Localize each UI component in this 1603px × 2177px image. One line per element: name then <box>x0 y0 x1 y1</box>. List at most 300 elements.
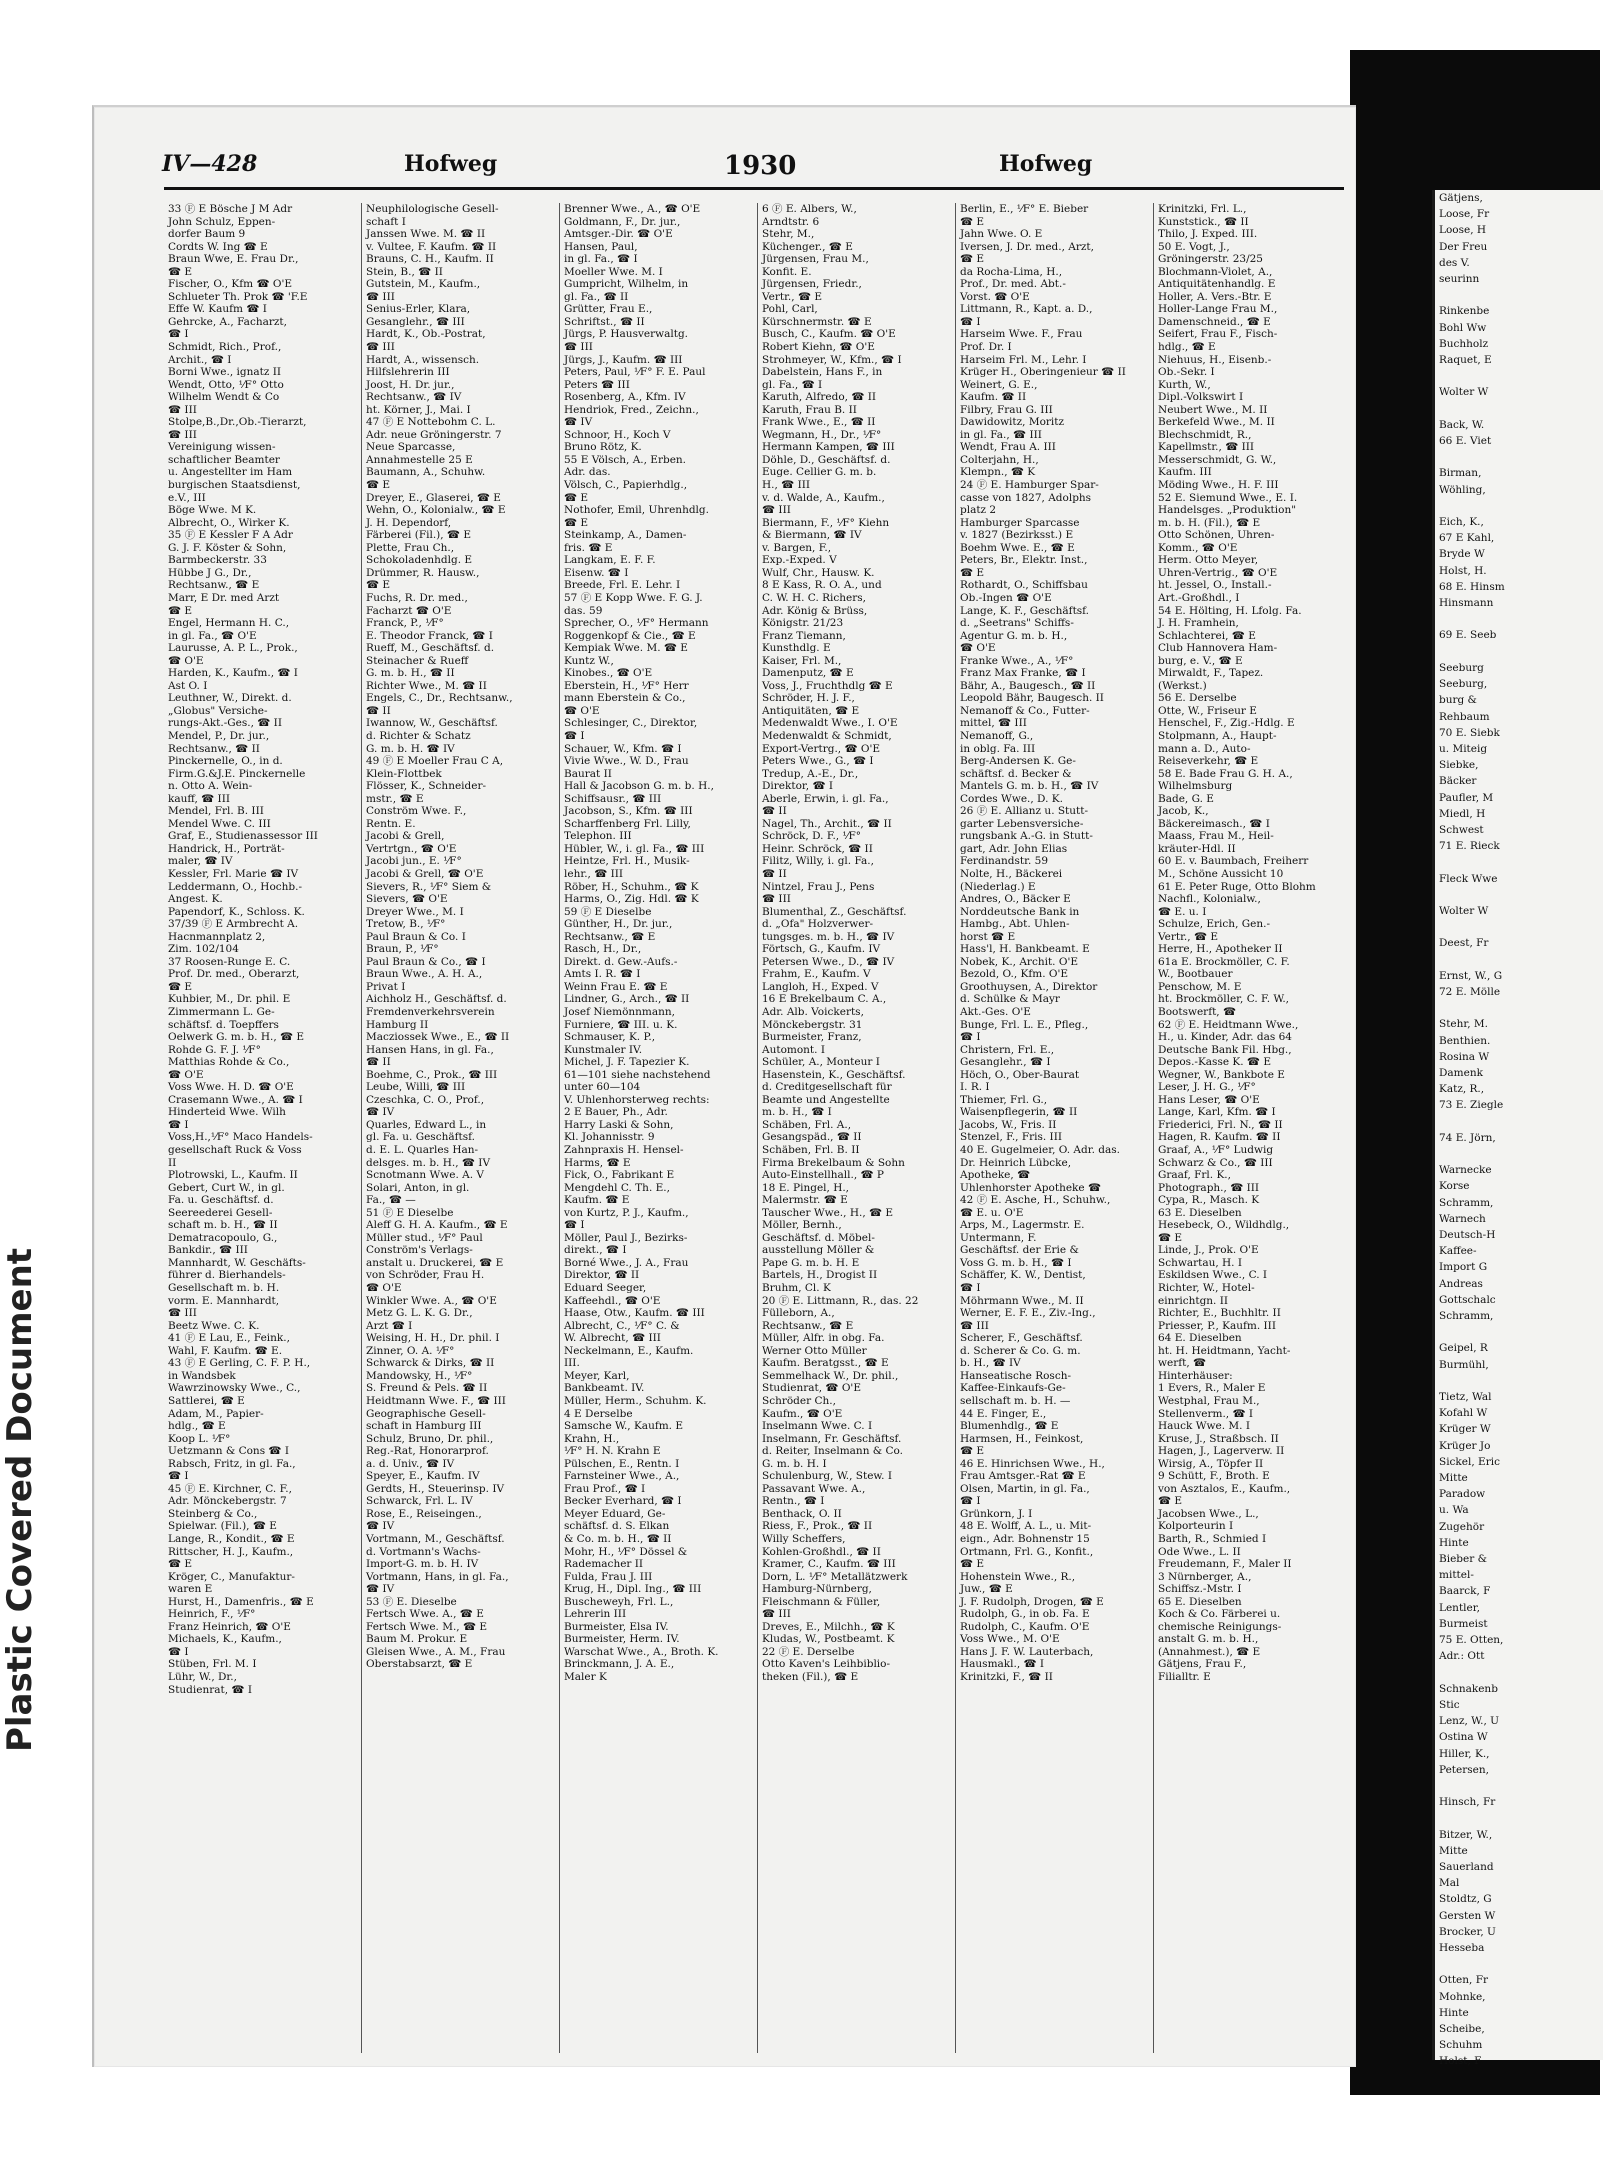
directory-entry-line: Schulz, Bruno, Dr. phil., <box>366 1432 494 1445</box>
directory-entry-line: Krinitzki, F., ☎ II <box>960 1670 1053 1683</box>
directory-entry-line: Tauscher Wwe., H., ☎ E <box>762 1206 894 1219</box>
directory-entry-line: Müller, Alfr. in obg. Fa. <box>762 1332 885 1345</box>
directory-entry-line: Mengdehl C. Th. E., <box>564 1181 670 1194</box>
directory-entry-line: werft, ☎ <box>1158 1357 1207 1370</box>
directory-entry-line: Aichholz H., Geschäftsf. d. <box>366 993 507 1006</box>
directory-entry-line: Cordes Wwe., D. K. <box>960 792 1063 805</box>
directory-entry-line: Moeller Wwe. M. I <box>564 265 663 278</box>
directory-entry-line: ☎ III <box>564 341 593 354</box>
directory-entry-line: Iwannow, W., Geschäftsf. <box>366 717 498 730</box>
directory-entry-line: Weinert, G. E., <box>960 378 1038 391</box>
directory-entry-line: Marr, E Dr. med Arzt <box>168 591 280 604</box>
directory-entry-line: platz 2 <box>960 504 997 517</box>
directory-entry-line: Adam, M., Papier- <box>168 1407 264 1420</box>
directory-entry-line: Oelwerk G. m. b. H., ☎ E <box>168 1031 305 1044</box>
directory-entry-line: Röber, H., Schuhm., ☎ K <box>564 880 699 893</box>
directory-entry-line: Borné Wwe., J. A., Frau <box>564 1256 689 1269</box>
directory-entry-line: Strohmeyer, W., Kfm., ☎ I <box>762 353 902 366</box>
adjacent-page-line: Rosina W <box>1439 1050 1490 1063</box>
directory-entry-line: Neubert Wwe., M. II <box>1158 403 1268 416</box>
directory-entry-line: Prof. Dr. med., Oberarzt, <box>168 968 300 981</box>
directory-entry-line: Schnoor, H., Koch V <box>564 428 671 441</box>
directory-entry-line: Geographische Gesell- <box>366 1407 486 1420</box>
directory-entry-line: a. d. Univ., ☎ IV <box>366 1457 455 1470</box>
directory-entry-line: Czeschka, C. O., Prof., <box>366 1093 485 1106</box>
directory-entry-line: H., u. Kinder, Adr. das 64 <box>1158 1031 1292 1044</box>
directory-entry-line: hdlg., ☎ E <box>1158 341 1216 354</box>
directory-entry-line: 46 E. Hinrichsen Wwe., H., <box>960 1457 1105 1470</box>
directory-entry-line: in gl. Fa., ☎ I <box>564 253 638 266</box>
directory-entry-line: kräuter-Hdl. II <box>1158 842 1236 855</box>
adjacent-page-line: u. Wa <box>1439 1504 1469 1517</box>
directory-entry-line: 42 Ⓕ E. Asche, H., Schuhw., <box>960 1194 1111 1207</box>
directory-entry-line: 26 Ⓕ E. Allianz u. Stutt- <box>960 805 1089 818</box>
directory-entry-line: ☎ O'E <box>168 1068 204 1081</box>
directory-entry-line: Fertsch Wwe. A., ☎ E <box>366 1608 484 1621</box>
directory-entry-line: Küchenger., ☎ E <box>762 240 853 253</box>
directory-entry-line: Engel, Hermann H. C., <box>168 617 290 630</box>
directory-entry-line: Macziossek Wwe., E., ☎ II <box>366 1031 510 1044</box>
directory-column-1 <box>164 203 362 2053</box>
directory-entry-line: ☎ E <box>960 1445 985 1458</box>
directory-entry-line: Braun Wwe., A. H. A., <box>366 968 483 981</box>
directory-entry-line: Otte, W., Friseur E <box>1158 704 1257 717</box>
directory-entry-line: schaft I <box>366 215 406 228</box>
directory-entry-line: Hübbe J G., Dr., <box>168 566 252 579</box>
directory-entry-line: Vortmann, Hans, in gl. Fa., <box>366 1570 509 1583</box>
directory-entry-line: ht. H. Heidtmann, Yacht- <box>1158 1344 1291 1357</box>
directory-entry-line: Stenzel, F., Fris. III <box>960 1131 1063 1144</box>
directory-entry-line: Gesanglehr., ☎ III <box>366 315 465 328</box>
directory-entry-line: Richter, E., Buchhltr. II <box>1158 1307 1281 1320</box>
directory-entry-line: 9 Schütt, F., Broth. E <box>1158 1470 1270 1483</box>
directory-entry-line: Schokoladenhdlg. E <box>366 554 473 567</box>
directory-entry-line: Akt.-Ges. O'E <box>960 1006 1031 1018</box>
directory-entry-line: Cordts W. Ing ☎ E <box>168 240 268 253</box>
adjacent-page-line: Schramm, <box>1439 1196 1494 1209</box>
directory-entry-line: ☎ E. u. O'E <box>960 1206 1024 1219</box>
directory-entry-line: Winkler Wwe. A., ☎ O'E <box>366 1294 497 1307</box>
side-label-text: Plastic Covered Document <box>0 1247 40 1753</box>
directory-entry-line: Lange, K. F., Geschäftsf. <box>960 604 1090 617</box>
directory-entry-line: Braun, P., ⅟F° <box>366 943 439 956</box>
directory-entry-line: Effe W. Kaufm ☎ I <box>168 303 267 316</box>
directory-entry-line: Sievers, ☎ O'E <box>366 893 448 906</box>
directory-entry-line: Aberle, Erwin, i. gl. Fa., <box>762 792 889 805</box>
directory-entry-line: Fulda, Frau J. III <box>564 1570 653 1583</box>
directory-entry-line: Boehme, C., Prok., ☎ III <box>366 1068 498 1081</box>
directory-entry-line: v. d. Walde, A., Kaufm., <box>762 491 885 504</box>
adjacent-page-line: Sickel, Eric <box>1439 1455 1500 1468</box>
directory-entry-line: Vereinigung wissen- <box>168 441 276 454</box>
directory-entry-line: Amtsger.-Dir. ☎ O'E <box>564 228 673 241</box>
directory-entry-line: I. R. I <box>960 1081 990 1094</box>
directory-entry-line: Hinterhäuser: <box>1158 1369 1233 1382</box>
directory-entry-line: Sievers, R., ⅟F° Siem & <box>366 880 492 893</box>
directory-entry-line: Kessler, Frl. Marie ☎ IV <box>168 867 299 880</box>
directory-entry-line: „Globus" Versiche- <box>168 704 268 717</box>
directory-entry-line: Fuchs, R. Dr. med., <box>366 591 468 604</box>
adjacent-page-line <box>1435 644 1603 660</box>
directory-entry-line: (Annahmest.), ☎ E <box>1158 1645 1261 1658</box>
directory-entry-line: Vertrtgn., ☎ O'E <box>366 842 457 855</box>
adjacent-page-line: Rehbaum <box>1439 710 1490 723</box>
directory-entry-line: W. Albrecht, ☎ III <box>564 1332 661 1345</box>
directory-entry-line: Buscheweyh, Frl. L., <box>564 1595 674 1608</box>
directory-entry-line: Olsen, Martin, in gl. Fa., <box>960 1482 1090 1495</box>
adjacent-page-line: Loose, Fr <box>1439 208 1490 221</box>
directory-entry-line: ☎ E <box>960 215 985 228</box>
directory-entry-line: ☎ III <box>168 1307 197 1320</box>
adjacent-page-line: Ostina W <box>1439 1731 1488 1744</box>
directory-entry-line: Sprecher, O., ⅟F° Hermann <box>564 617 709 630</box>
directory-entry-line: S. Freund & Pels. ☎ II <box>366 1382 488 1395</box>
directory-entry-line: Franck, P., ⅟F° <box>366 617 444 630</box>
directory-entry-line: burgischen Staatsdienst, <box>168 479 301 492</box>
directory-entry-line: Hurst, H., Damenfris., ☎ E <box>168 1595 314 1608</box>
directory-entry-line: Blochmann-Violet, A., <box>1158 265 1273 278</box>
adjacent-page-line: Otten, Fr <box>1439 1974 1489 1987</box>
directory-entry-line: Heinrich, F., ⅟F° <box>168 1608 256 1621</box>
directory-entry-line: Prof., Dr. med. Abt.- <box>960 278 1066 291</box>
directory-entry-line: Josef Niemönnmann, <box>564 1006 675 1018</box>
directory-entry-line: Steinkamp, A., Damen- <box>564 529 687 542</box>
directory-entry-line: Ortmann, Frl. G., Konfit., <box>960 1545 1094 1558</box>
directory-entry-line: Kaufm. ☎ II <box>960 391 1027 404</box>
adjacent-page-line: Benthien. <box>1439 1034 1491 1047</box>
directory-entry-line: v. Vultee, F. Kaufm. ☎ II <box>366 240 497 253</box>
directory-entry-line: Dreyer Wwe., M. I <box>366 905 464 918</box>
directory-entry-line: Albrecht, C., ⅟F° C. & <box>564 1319 680 1332</box>
directory-entry-line: Andres, O., Bäcker E <box>960 893 1071 906</box>
directory-entry-line: m. b. H., ☎ I <box>762 1106 832 1119</box>
adjacent-page-line: Mitte <box>1439 1472 1468 1485</box>
directory-entry-line: führer d. Bierhandels- <box>168 1269 286 1282</box>
directory-entry-line: v. Bargen, F., <box>762 541 832 554</box>
directory-entry-line: Kohlen-Großhdl., ☎ II <box>762 1545 881 1558</box>
directory-entry-line: Bartels, H., Drogist II <box>762 1269 878 1282</box>
adjacent-page-line: Hiller, K., <box>1439 1747 1490 1760</box>
directory-entry-line: Dawidowitz, Moritz <box>960 416 1065 429</box>
directory-entry-line: Hübler, W., i. gl. Fa., ☎ III <box>564 842 705 855</box>
directory-entry-line: 55 E Völsch, A., Erben. <box>564 453 687 466</box>
adjacent-page-line: Burmeist <box>1439 1617 1488 1630</box>
directory-entry-line: Mandowsky, H., ⅟F° <box>366 1369 473 1382</box>
directory-entry-line: Cypa, R., Masch. K <box>1158 1194 1260 1207</box>
directory-entry-line: Euge. Cellier G. m. b. <box>762 466 877 479</box>
directory-entry-line: ☎ I <box>960 1282 981 1295</box>
directory-entry-line: Voss Wwe., M. O'E <box>960 1633 1060 1646</box>
directory-entry-line: Direkt. d. Gew.-Aufs.- <box>564 955 678 968</box>
directory-entry-line: Heidtmann Wwe. F., ☎ III <box>366 1394 506 1407</box>
directory-entry-line: Fa., ☎ — <box>366 1194 416 1207</box>
directory-entry-line: Thilo, J. Exped. III. <box>1158 228 1258 241</box>
directory-entry-line: Nemanoff, G., <box>960 729 1034 742</box>
directory-entry-line: tungsges. m. b. H., ☎ IV <box>762 930 895 943</box>
adjacent-page-line: Damenk <box>1439 1066 1483 1079</box>
directory-entry-line: sellschaft m. b. H. — <box>960 1394 1071 1407</box>
directory-entry-line: Rudolph, C., Kaufm. O'E <box>960 1620 1090 1633</box>
adjacent-page-line: Schramm, <box>1439 1310 1494 1323</box>
directory-entry-line: Wirsig, A., Töpfer II <box>1158 1457 1264 1470</box>
directory-entry-line: ☎ E <box>366 579 391 592</box>
directory-entry-line: ☎ E <box>168 1558 193 1571</box>
directory-entry-line: Möding Wwe., H. F. III <box>1158 479 1279 492</box>
directory-entry-line: J. H. Dependorf, <box>366 516 452 529</box>
directory-entry-line: Konfit. E. <box>762 265 812 278</box>
directory-entry-line: ☎ O'E <box>564 704 600 717</box>
directory-entry-line: J. H. Framhein, <box>1158 617 1239 630</box>
directory-entry-line: Neuphilologische Gesell- <box>366 203 499 215</box>
directory-entry-line: delsges. m. b. H., ☎ IV <box>366 1156 491 1169</box>
directory-entry-line: Ferdinandstr. 59 <box>960 855 1049 868</box>
directory-entry-line: Peters, Paul, ⅟F° F. E. Paul <box>564 366 706 379</box>
directory-entry-line: & Co. m. b. H., ☎ II <box>564 1532 672 1545</box>
directory-entry-line: ☎ I <box>960 1031 981 1044</box>
directory-entry-line: Hilfslehrerin III <box>366 366 450 379</box>
adjacent-page-line: Warnech <box>1439 1212 1486 1225</box>
directory-entry-line: Holler-Lange Frau M., <box>1158 303 1278 316</box>
directory-entry-line: Thiemer, Frl. G., <box>960 1093 1048 1106</box>
directory-entry-line: Willy Scheffers, <box>762 1532 846 1545</box>
directory-entry-line: Antiquitätenhandlg. E <box>1158 278 1276 291</box>
directory-entry-line: Vivie Wwe., W. D., Frau <box>564 755 689 768</box>
directory-entry-line: Conström Wwe. F., <box>366 805 467 818</box>
directory-entry-line: Barmbeckerstr. 33 <box>168 554 267 567</box>
directory-entry-line: Gerdts, H., Steuerinsp. IV <box>366 1482 505 1495</box>
directory-entry-line: Freudemann, F., Maler II <box>1158 1558 1292 1571</box>
directory-entry-line: Harms, ☎ E <box>564 1156 631 1169</box>
directory-entry-line: Inselmann Wwe. C. I <box>762 1420 873 1433</box>
directory-entry-line: hdlg., ☎ E <box>168 1420 226 1433</box>
directory-entry-line: Biermann, F., ⅟F° Kiehn <box>762 516 890 529</box>
directory-entry-line: Gleisen Wwe., A. M., Frau <box>366 1645 506 1658</box>
directory-entry-line: Barth, R., Schmied I <box>1158 1532 1267 1545</box>
directory-entry-line: gesellschaft Ruck & Voss <box>168 1144 302 1157</box>
directory-entry-line: Höch, O., Ober-Baurat <box>960 1068 1080 1081</box>
adjacent-page-line: Zugehör <box>1439 1520 1485 1533</box>
directory-entry-line: Oberstabsarzt, ☎ E <box>366 1658 473 1671</box>
directory-entry-line: 6 Ⓕ E. Albers, W., <box>762 203 857 215</box>
directory-entry-line: ☎ I <box>168 1645 189 1658</box>
directory-entry-line: Plette, Frau Ch., <box>366 541 455 554</box>
adjacent-page-line: Hinte <box>1439 2006 1469 2019</box>
directory-entry-line: Groothuysen, A., Direktor <box>960 980 1098 993</box>
directory-entry-line: Harmsen, H., Feinkost, <box>960 1432 1084 1445</box>
directory-entry-line: Leube, Willi, ☎ III <box>366 1081 466 1094</box>
directory-entry-line: Gesanglehr., ☎ I <box>960 1056 1051 1069</box>
directory-entry-line: Arps, M., Lagermstr. E. <box>960 1219 1085 1232</box>
directory-entry-line: Eskildsen Wwe., C. I <box>1158 1269 1268 1282</box>
directory-entry-line: Mendel, P., Dr. jur., <box>168 729 270 742</box>
directory-entry-line: Zim. 102/104 <box>168 943 239 956</box>
directory-entry-line: Brauns, C. H., Kaufm. II <box>366 253 494 266</box>
directory-entry-line: Weinn Frau E. ☎ E <box>564 980 668 993</box>
directory-entry-line: ☎ E <box>168 604 193 617</box>
directory-entry-line: Pinckernelle, O., in d. <box>168 755 283 768</box>
directory-entry-line: ☎ III <box>366 290 395 303</box>
directory-entry-line: Mönckebergstr. 31 <box>762 1018 863 1031</box>
directory-entry-line: Studienrat, ☎ O'E <box>762 1382 861 1395</box>
directory-entry-line: Juw., ☎ E <box>960 1583 1013 1596</box>
directory-entry-line: Koch & Co. Färberei u. <box>1158 1608 1281 1621</box>
directory-entry-line: Aleff G. H. A. Kaufm., ☎ E <box>366 1219 508 1232</box>
adjacent-page-line <box>1435 919 1603 935</box>
directory-entry-line: mann Eberstein & Co., <box>564 692 686 705</box>
directory-entry-line: Westphal, Frau M., <box>1158 1394 1260 1407</box>
directory-entry-line: Nagel, Th., Archit., ☎ II <box>762 817 892 830</box>
adjacent-page-line: Bieber & <box>1439 1553 1487 1566</box>
directory-entry-line: Kaufm. III <box>1158 466 1212 479</box>
adjacent-page-line: Wöhling, <box>1439 483 1486 496</box>
directory-entry-line: Jürgs, P. Hausverwaltg. <box>564 328 689 341</box>
directory-entry-line: Berlin, E., ⅟F° E. Bieber <box>960 203 1089 215</box>
directory-entry-line: 4 E Derselbe <box>564 1407 633 1420</box>
directory-entry-line: M., Schöne Aussicht 10 <box>1158 867 1284 880</box>
directory-entry-line: Möller, Bernh., <box>762 1219 842 1232</box>
directory-entry-line: Rasch, H., Dr., <box>564 943 642 956</box>
directory-entry-line: Möller, Paul J., Bezirks- <box>564 1231 688 1244</box>
adjacent-page-line: Sauerland <box>1439 1860 1494 1873</box>
directory-entry-line: Voss Wwe. H. D. ☎ O'E <box>168 1081 294 1094</box>
directory-entry-line: Blechschmidt, R., <box>1158 428 1252 441</box>
directory-entry-line: Ob.-Ingen ☎ O'E <box>960 591 1052 604</box>
directory-entry-line: Direktor, ☎ II <box>564 1269 640 1282</box>
directory-entry-line: Schmauser, K. P., <box>564 1031 656 1044</box>
directory-entry-line: Filbry, Frau G. III <box>960 403 1053 416</box>
adjacent-page-line: Tietz, Wal <box>1439 1391 1492 1404</box>
directory-entry-line: theken (Fil.), ☎ E <box>762 1670 859 1683</box>
directory-entry-line: Semmelhack W., Dr. phil., <box>762 1369 899 1382</box>
directory-entry-line: ht. Körner, J., Mai. I <box>366 403 471 416</box>
directory-entry-line: ☎ I <box>168 1118 189 1131</box>
directory-entry-line: schäftsf. d. S. Elkan <box>564 1520 670 1533</box>
directory-entry-line: Facharzt ☎ O'E <box>366 604 452 617</box>
directory-entry-line: Telephon. III <box>564 830 632 843</box>
left-street-heading: Hofweg <box>404 151 498 177</box>
directory-entry-line: 52 E. Siemund Wwe., E. I. <box>1158 491 1298 504</box>
directory-entry-line: ☎ II <box>366 704 391 717</box>
directory-entry-line: Graf, E., Studienassessor III <box>168 830 318 843</box>
directory-entry-line: Spielwar. (Fil.), ☎ E <box>168 1520 277 1533</box>
directory-entry-line: Kl. Johannisstr. 9 <box>564 1131 655 1144</box>
directory-entry-line: 2 E Bauer, Ph., Adr. <box>564 1106 668 1119</box>
directory-entry-line: 18 E. Pingel, H., <box>762 1181 850 1194</box>
directory-entry-line: Lehrerin III <box>564 1608 627 1621</box>
directory-entry-line: Dreves, E., Milchh., ☎ K <box>762 1620 895 1633</box>
adjacent-page-line: Petersen, <box>1439 1763 1489 1776</box>
directory-entry-line: Mirwaldt, F., Tapez. <box>1158 667 1264 680</box>
directory-entry-line: Maass, Frau M., Heil- <box>1158 830 1274 843</box>
adjacent-page-line <box>1435 368 1603 384</box>
adjacent-page-line: Stic <box>1439 1698 1460 1711</box>
directory-entry-line: d. Richter & Schatz <box>366 729 471 742</box>
directory-entry-line: Damenputz, ☎ E <box>762 667 854 680</box>
adjacent-page-line <box>1435 1778 1603 1794</box>
directory-entry-line: Reiseverkehr, ☎ E <box>1158 755 1259 768</box>
directory-entry-line: Jacobi & Grell, ☎ O'E <box>366 867 484 880</box>
adjacent-page-line: Burmühl, <box>1439 1358 1489 1371</box>
directory-entry-line: ☎ IV <box>564 416 593 429</box>
directory-entry-line: ☎ E <box>960 253 985 266</box>
directory-entry-line: 65 E. Dieselben <box>1158 1595 1242 1608</box>
directory-entry-line: garter Lebensversiche- <box>960 817 1084 830</box>
directory-entry-line: Zahnpraxis H. Hensel- <box>564 1144 684 1157</box>
directory-entry-line: Rothardt, O., Schiffsbau <box>960 579 1088 592</box>
adjacent-page-line: Rinkenbe <box>1439 305 1490 318</box>
directory-entry-line: gl. Fa. u. Geschäftsf. <box>366 1131 475 1144</box>
directory-entry-line: Metz G. L. K. G. Dr., <box>366 1307 473 1320</box>
directory-entry-line: Rohde G. F. J. ⅟F° <box>168 1043 261 1056</box>
directory-entry-line: u. Angestellter im Ham <box>168 466 293 479</box>
directory-entry-line: 53 Ⓕ E. Dieselbe <box>366 1595 457 1608</box>
directory-entry-line: Bankbeamt. IV. <box>564 1382 645 1395</box>
directory-entry-line: da Rocha-Lima, H., <box>960 265 1063 278</box>
directory-entry-line: Meyer, Karl, <box>564 1369 630 1382</box>
directory-columns <box>164 203 1354 2053</box>
directory-entry-line: Friederici, Frl. N., ☎ II <box>1158 1118 1283 1131</box>
directory-entry-line: Schmidt, Rich., Prof., <box>168 341 282 354</box>
directory-entry-line: Gröningerstr. 23/25 <box>1158 253 1263 266</box>
directory-entry-line: John Schulz, Eppen- <box>168 215 276 228</box>
directory-entry-line: Littmann, R., Kapt. a. D., <box>960 303 1093 316</box>
directory-entry-line: Schäffer, K. W., Dentist, <box>960 1269 1086 1282</box>
directory-entry-line: Matthias Rohde & Co., <box>168 1056 290 1069</box>
directory-entry-line: Privat I <box>366 980 406 993</box>
directory-entry-line: Weising, H. H., Dr. phil. I <box>366 1332 500 1345</box>
adjacent-page-line: Scheibe, <box>1439 2022 1485 2035</box>
directory-entry-line: Franz Tiemann, <box>762 629 846 642</box>
directory-entry-line: G. m. b. H. ☎ IV <box>366 742 455 755</box>
adjacent-page-line <box>1435 1810 1603 1826</box>
directory-entry-line: ☎ E <box>168 980 193 993</box>
directory-entry-line: ☎ III <box>960 1319 989 1332</box>
adjacent-page-line: Kaffee- <box>1439 1245 1477 1258</box>
directory-entry-line: Leser, J. H. G., ⅟F° <box>1158 1081 1256 1094</box>
directory-entry-line: Iversen, J. Dr. med., Arzt, <box>960 240 1094 253</box>
directory-entry-line: 49 Ⓕ E Moeller Frau C A, <box>366 755 504 768</box>
directory-entry-line: Wendt, Otto, ⅟F° Otto <box>168 378 284 391</box>
directory-entry-line: Becker Everhard, ☎ I <box>564 1495 682 1508</box>
adjacent-page-line: Andreas <box>1439 1277 1483 1290</box>
directory-entry-line: Bezold, O., Kfm. O'E <box>960 968 1069 981</box>
directory-entry-line: II <box>168 1156 177 1169</box>
adjacent-page-line <box>1435 401 1603 417</box>
directory-entry-line: d. Creditgesellschaft für <box>762 1081 892 1094</box>
adjacent-page-line: Hesseba <box>1439 1941 1485 1954</box>
directory-entry-line: Jacob, K., <box>1158 805 1209 818</box>
directory-entry-line: ☎ O'E <box>960 642 996 655</box>
directory-entry-line: Warschat Wwe., A., Broth. K. <box>564 1645 719 1658</box>
directory-entry-line: Quarles, Edward L., in <box>366 1118 487 1131</box>
directory-entry-line: Engels, C., Dr., Rechtsanw., <box>366 692 513 705</box>
directory-entry-line: Flösser, K., Schneider- <box>366 780 487 793</box>
directory-entry-line: Harms, O., Zig. Hdl. ☎ K <box>564 893 699 906</box>
directory-entry-line: ☎ E <box>564 516 589 529</box>
directory-entry-line: Depos.-Kasse K. ☎ E <box>1158 1056 1271 1069</box>
directory-entry-line: Conström's Verlags- <box>366 1244 473 1257</box>
adjacent-page-line: Hinsch, Fr <box>1439 1796 1496 1809</box>
directory-entry-line: Harseim Frl. M., Lehr. I <box>960 353 1087 366</box>
directory-entry-line: Heinr. Schröck, ☎ II <box>762 842 873 855</box>
directory-entry-line: G. m. b. H., ☎ II <box>366 667 455 680</box>
directory-entry-line: Antiquitäten, ☎ E <box>762 704 860 717</box>
directory-entry-line: Automont. I <box>762 1043 825 1056</box>
directory-entry-line: Fleischmann & Füller, <box>762 1595 881 1608</box>
directory-entry-line: schäftsf. d. Toepffers <box>168 1018 279 1031</box>
directory-entry-line: Dr. Heinrich Lübcke, <box>960 1156 1072 1169</box>
directory-entry-line: Handrick, H., Porträt- <box>168 842 285 855</box>
